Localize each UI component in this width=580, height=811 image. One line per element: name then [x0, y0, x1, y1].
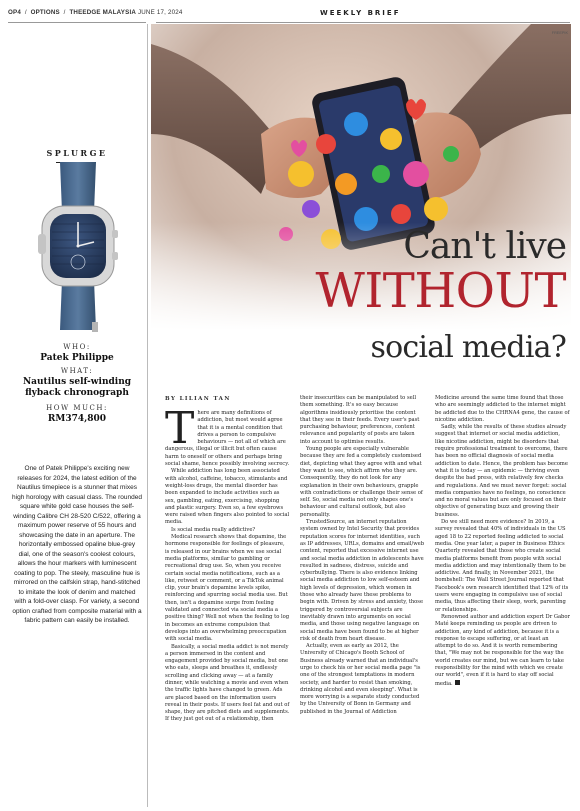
header-rule-left	[8, 22, 146, 23]
photo-credit: FREEPIK	[551, 31, 568, 35]
splurge-title: SPLURGE	[46, 148, 108, 158]
article-paragraph: Actually, even as early as 2012, the University of Chicago's Booth School of Business already warned that an individual's urge to check his or her social media page "is one of the strongest temptations in modern society, and harder to resist than smoking, drinking alcohol and even sleeping". What is more worrying is a separate study conducted by the University of Bonn in Germany and published in the Journal of Addiction	[300, 643, 421, 715]
article-paragraph: Is social media really addictive?	[171, 526, 256, 533]
article-column-3	[435, 395, 570, 807]
article-paragraph: Basically, a social media addict is not merely a person immersed in the content and engagement provided by social media, but one who eats, sleeps and breathes it, endlessly scrolling and clicking away — at a family dinner, while watching a movie and even when the traffic lights have changed to green. Ads are placed based on the information users reveal in their posts. If users feel fat and out of shape, they are pitched diets and supplements. If they just got out of a relationship, then	[165, 643, 290, 723]
page-number: OP4	[8, 9, 21, 16]
price-value: RM374,800	[47, 414, 107, 424]
article-paragraph: Young people are especially vulnerable because they are fed a completely customised diet, depicting what they agree with and what they want to see, which affirm who they are. Consequently, they do not look for any explanation in their own behaviours, grapple with contradictions or challenge their sense of self. So, social media not only shapes one's behaviour and cultural outlook, but also personality.	[300, 446, 423, 518]
article-paragraph	[435, 614, 570, 688]
issue-date: JUNE 17, 2024	[137, 9, 183, 16]
paragraph-text: Renowned author and addiction expert Dr Gabor Maté keeps reminding us people are driven to addiction, any kind of addiction, because it is a response to escape suffering, or at least an attempt to do so. And it is worth remembering that, "We may not be responsible for the way the world creates our mind, but we can learn to take responsibility for the mind with which we create our world", even if it is hard to stay off social media.	[435, 613, 570, 687]
page-header: OP4 / OPTIONS / THEEDGE MALAYSIA JUNE 17, 2024	[8, 9, 183, 16]
column-divider	[147, 24, 148, 807]
who-label: WHO:	[63, 343, 91, 351]
end-mark	[455, 680, 460, 685]
article-paragraph: Sadly, while the results of these studies already suggest that internet or social media addiction, like nicotine addiction, might be disorders that require professional treatment to overcome, there has been no official diagnosis of social media addiction to date. Hence, the problem has become what it is today — an epidemic — thriving even despite the bad press, with relatively few checks and regulations. And we must never forget: social media companies have no feelings, no conscience and no moral values but are only focused on their objective of generating buzz and growing their business.	[435, 424, 568, 518]
article-column-1	[165, 410, 290, 808]
what-label: WHAT:	[60, 367, 94, 375]
how-much-label: HOW MUCH:	[46, 404, 108, 412]
byline: BY LILIAN TAN	[165, 396, 231, 402]
watch-image	[30, 162, 125, 337]
article-column-2	[300, 395, 425, 807]
section-name: OPTIONS	[30, 9, 60, 16]
article-paragraph	[165, 410, 290, 468]
weekly-brief-label: WEEKLY BRIEF	[320, 9, 401, 17]
headline-line-1: Can't live	[403, 226, 566, 267]
who-value: Patek Philippe	[40, 353, 114, 363]
header-rule	[156, 22, 570, 23]
headline-line-3: social media?	[370, 330, 566, 365]
drop-cap: T	[165, 410, 195, 454]
brand-name: THEEDGE MALAYSIA	[69, 9, 137, 16]
watch-description: One of Patek Philippe's exciting new releases for 2024, the latest edition of the Nautilus timepiece is a stunner that mixes high horology with casual class. The rounded square white gold case houses the self-winding Calibre CH 28-520 C/522, offering a maximum power reserve of 55 hours and showcasing the date in an aperture. The horizontally embossed opaline blue-grey dial, one of the season's coolest colours, allows the hour markers with luminescent coating to pop. The steely, masculine hue is mirrored on the calfskin strap, hand-stitched to imitate the look of denim and matched with a fold-over clasp. For variety, a second option crafted from composite material with a fabric pattern can easily be installed.	[12, 465, 142, 624]
article-paragraph: Do we still need more evidence? In 2019, a survey revealed that 40% of individuals in the US aged 18 to 22 reported feeling addicted to social media. One year later, a paper in Business Ethics Quarterly revealed that those who create social media platforms benefit from people with social media addiction and may intentionally them to be addictive. And finally, in November 2021, the bombshell: The Wall Street Journal reported that Facebook's own research identified that 12% of its users were engaging in compulsive use of social media, thus affecting their sleep, work, parenting or relationships.	[435, 519, 569, 613]
article-paragraph: their insecurities can be manipulated to sell them something. It's so easy because algorithms insidiously prioritise the content that they see in their feeds. Every user's past purchasing behaviour, preferences, content relevance and popularity of posts are taken into account to optimise results.	[300, 395, 420, 445]
article-paragraph: While addiction has long been associated with alcohol, caffeine, tobacco, stimulants and weight-loss drugs, the mental disorder has been expanded to include activities such as sex, gambling, eating, exercising, shopping and plastic surgery. Even so, a few eyebrows were raised when fingers also pointed to social media.	[165, 468, 290, 526]
what-value: Nautilus self-winding flyback chronograph	[22, 377, 132, 398]
article-paragraph: Medicine around the same time found that those who are seemingly addicted to the internet might be addicted due to the CHRNA4 gene, the cause of nicotine addiction.	[435, 395, 570, 423]
headline-line-2: WITHOUT	[315, 263, 566, 319]
article-paragraph: Medical research shows that dopamine, the hormone responsible for feelings of pleasure, is released in our brains when we use social media platforms, similar to gambling or recreational drug use. So, when you receive certain social media notifications, such as a like, retweet or comment, or a TikTok animal clip, your brain's dopamine levels spike, reinforcing and spurring social media use. But then, isn't a dopamine surge from feeling validated and connected via social media a positive thing? Well not when the feeling to log in becomes an extreme compulsion that develops into an overwhelming preoccupation with social media.	[165, 534, 290, 643]
article-paragraph: TrustedSource, an internet reputation system owned by Intel Security that provides reputation scores for internet identities, such as IP addresses, URLs, domains and email/web content, reported that excessive internet use and social media addiction in adolescents have resulted in sadness, distress, suicide and cyberbullying. There is also evidence linking social media addiction to low self-esteem and high levels of depression, which women in those who already have these problems to begin with. Driven by stress and anxiety, those triggered by controversial subjects are inevitably drawn into arguments on social media, and those using negative language on social media have been found to be at higher risk of death from heart disease.	[300, 519, 425, 642]
paragraph-text: here are many definitions of addiction, but most would agree that it is a mental condition that drives a person to compulsive behaviours — not all of which are dangerous, illegal or illicit but often cause harm to oneself or others and perhaps bring social shame, hence possibly involving secrecy.	[165, 410, 290, 468]
